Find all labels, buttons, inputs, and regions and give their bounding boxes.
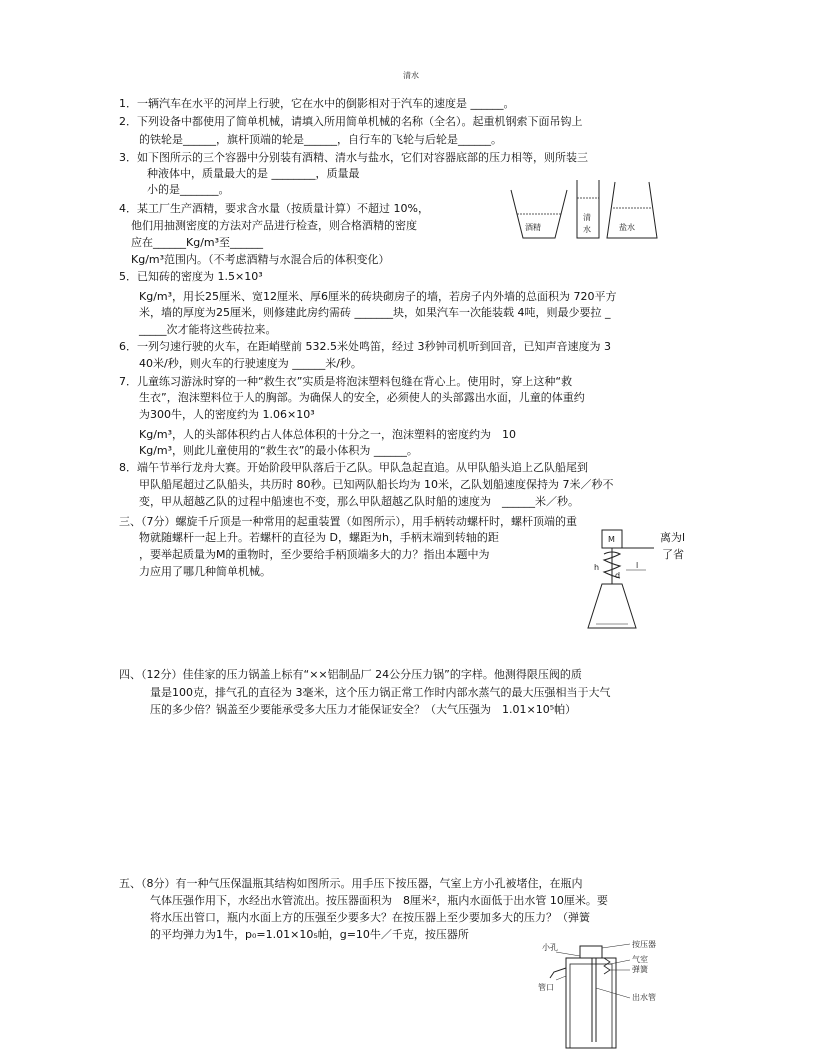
q4-line-3: 应在______Kg/m³至______ bbox=[131, 236, 264, 249]
water-label-part1: 清 bbox=[583, 213, 591, 222]
jack-lever-label: l bbox=[636, 561, 639, 570]
q1-line: 1．一辆汽车在水平的河岸上行驶，它在水中的倒影相对于汽车的速度是 ______。 bbox=[119, 97, 515, 110]
thermos-figure bbox=[526, 938, 676, 1050]
q3-line-1: 3．如下图所示的三个容器中分别装有酒精、清水与盐水，它们对容器底部的压力相等，则所装三 bbox=[119, 151, 588, 164]
alcohol-container bbox=[511, 190, 567, 238]
thermos-pipe-label: 出水管 bbox=[632, 993, 656, 1002]
q8-line-1: 8．端午节举行龙舟大赛。开始阶段甲队落后于乙队。甲队急起直追。从甲队船头追上乙队船尾到 bbox=[119, 461, 588, 474]
q7-line-4: Kg/m³，人的头部体积约占人体总体积的十分之一，泡沫塑料的密度约为 10 bbox=[139, 428, 517, 441]
s3-line-4: 力应用了哪几种简单机械。 bbox=[139, 565, 271, 578]
s4-line-1: 四、（12分）佳佳家的压力锅盖上标有“××铝制品厂 24公分压力锅”的字样。他测得限压阀的质 bbox=[119, 668, 582, 681]
s3-line-2-right: 离为l bbox=[660, 531, 686, 544]
s5-line-4: 的平均弹力为1牛，p₀=1.01×10₅帕，g=10牛／千克，按压器所 bbox=[150, 928, 469, 941]
q5-line-4: _____次才能将这些砖拉来。 bbox=[139, 323, 277, 336]
s3-line-3-right: 了省 bbox=[662, 548, 684, 561]
thermos-presser-label: 按压器 bbox=[632, 940, 656, 949]
s5-line-1: 五、（8分）有一种气压保温瓶其结构如图所示。用手压下按压器，气室上方小孔被堵住，在瓶内 bbox=[119, 877, 583, 890]
s4-line-2: 量是100克，排气孔的直径为 3毫米，这个压力锅正常工作时内部水蒸气的最大压强相当于大气 bbox=[150, 686, 611, 699]
q8-line-3: 变，甲从超越乙队的过程中船速也不变，那么甲队超越乙队时船的速度为 ______米／秒。 bbox=[139, 495, 579, 508]
q6-line-1: 6．一列匀速行驶的火车，在距峭壁前 532.5米处鸣笛，经过 3秒钟司机听到回音，已知声音速度为 3 bbox=[119, 340, 611, 353]
q2-line-2: 的铁轮是______，旗杆顶端的轮是______，自行车的飞轮与后轮是______。 bbox=[139, 133, 502, 146]
q2-line-1: 2．下列设备中都使用了简单机械，请填入所用简单机械的名称（全名）。起重机钢索下面吊钩上 bbox=[119, 115, 583, 128]
s3-line-1: 三、（7分）螺旋千斤顶是一种常用的起重装置（如图所示），用手柄转动螺杆时，螺杆顶端的重 bbox=[119, 515, 577, 528]
screw-jack-figure bbox=[566, 528, 666, 632]
alcohol-label: 酒精 bbox=[525, 223, 541, 232]
water-label-part2: 水 bbox=[583, 225, 591, 234]
jack-pitch-label: h bbox=[594, 563, 600, 572]
jack-diameter-label: d bbox=[615, 571, 621, 580]
thermos-air-chamber-label: 气室 bbox=[632, 955, 648, 964]
q4-line-2: 他们用抽测密度的方法对产品进行检查，则合格酒精的密度 bbox=[131, 219, 417, 232]
q5-line-3: 米，墙的厚度为25厘米，则修建此房约需砖 _______块，如果汽车一次能装载 4吨，则最少要拉 _ bbox=[139, 306, 611, 319]
salt-water-label: 盐水 bbox=[619, 223, 635, 232]
three-containers-figure bbox=[403, 71, 668, 244]
s4-line-3: 压的多少倍？锅盖至少要能承受多大压力才能保证安全？（大气压强为 1.01×10⁵帕） bbox=[150, 703, 577, 716]
q7-line-1: 7．儿童练习游泳时穿的一种“救生衣”实质是将泡沫塑料包缝在背心上。使用时，穿上这种“救 bbox=[119, 375, 573, 388]
q3-line-2: 种液体中，质量最大的是 ________，质量最 bbox=[147, 167, 360, 180]
thermos-hole-label: 小孔 bbox=[542, 943, 558, 952]
thermos-outlet-label: 管口 bbox=[538, 983, 554, 992]
water-label: 清水 bbox=[403, 71, 419, 80]
thermos-spring-label: 弹簧 bbox=[632, 965, 648, 974]
s3-line-3: ，要举起质量为M的重物时，至少要给手柄顶端多大的力？指出本题中为 bbox=[139, 548, 490, 561]
q7-line-2: 生衣”，泡沫塑料位于人的胸部。为确保人的安全，必须使人的头部露出水面，儿童的体重约 bbox=[139, 391, 585, 404]
q5-line-2: Kg/m³，用长25厘米、宽12厘米、厚6厘米的砖块砌房子的墙，若房子内外墙的总面积为 720平方 bbox=[139, 290, 617, 303]
q8-line-2: 甲队船尾超过乙队船头，共历时 80秒。已知两队船长均为 10米，乙队划船速度保持为 7米／秒不 bbox=[139, 478, 614, 491]
q3-line-3: 小的是_______。 bbox=[147, 183, 230, 196]
s5-line-3: 将水压出管口，瓶内水面上方的压强至少要多大？在按压器上至少要加多大的压力？（弹簧 bbox=[150, 911, 590, 924]
salt-water-container bbox=[607, 182, 657, 238]
q5-line-1: 5．已知砖的密度为 1.5×10³ bbox=[119, 270, 263, 283]
q4-line-1: 4．某工厂生产酒精，要求含水量（按质量计算）不超过 10%， bbox=[119, 202, 429, 215]
q7-line-5: Kg/m³，则此儿童使用的“救生衣”的最小体积为 ______。 bbox=[139, 444, 418, 457]
q6-line-2: 40米/秒，则火车的行驶速度为 ______米/秒。 bbox=[139, 357, 362, 370]
s3-line-2: 物就随螺杆一起上升。若螺杆的直径为 D，螺距为h，手柄末端到转轴的距 bbox=[139, 531, 499, 544]
s5-line-2: 气体压强作用下，水经出水管流出。按压器面积为 8厘米²，瓶内水面低于出水管 10厘米。要 bbox=[150, 894, 608, 907]
jack-mass-label: M bbox=[608, 535, 615, 544]
q4-line-4: Kg/m³范围内。（不考虑酒精与水混合后的体积变化） bbox=[131, 253, 390, 266]
q7-line-3: 为300牛，人的密度约为 1.06×10³ bbox=[139, 408, 315, 421]
